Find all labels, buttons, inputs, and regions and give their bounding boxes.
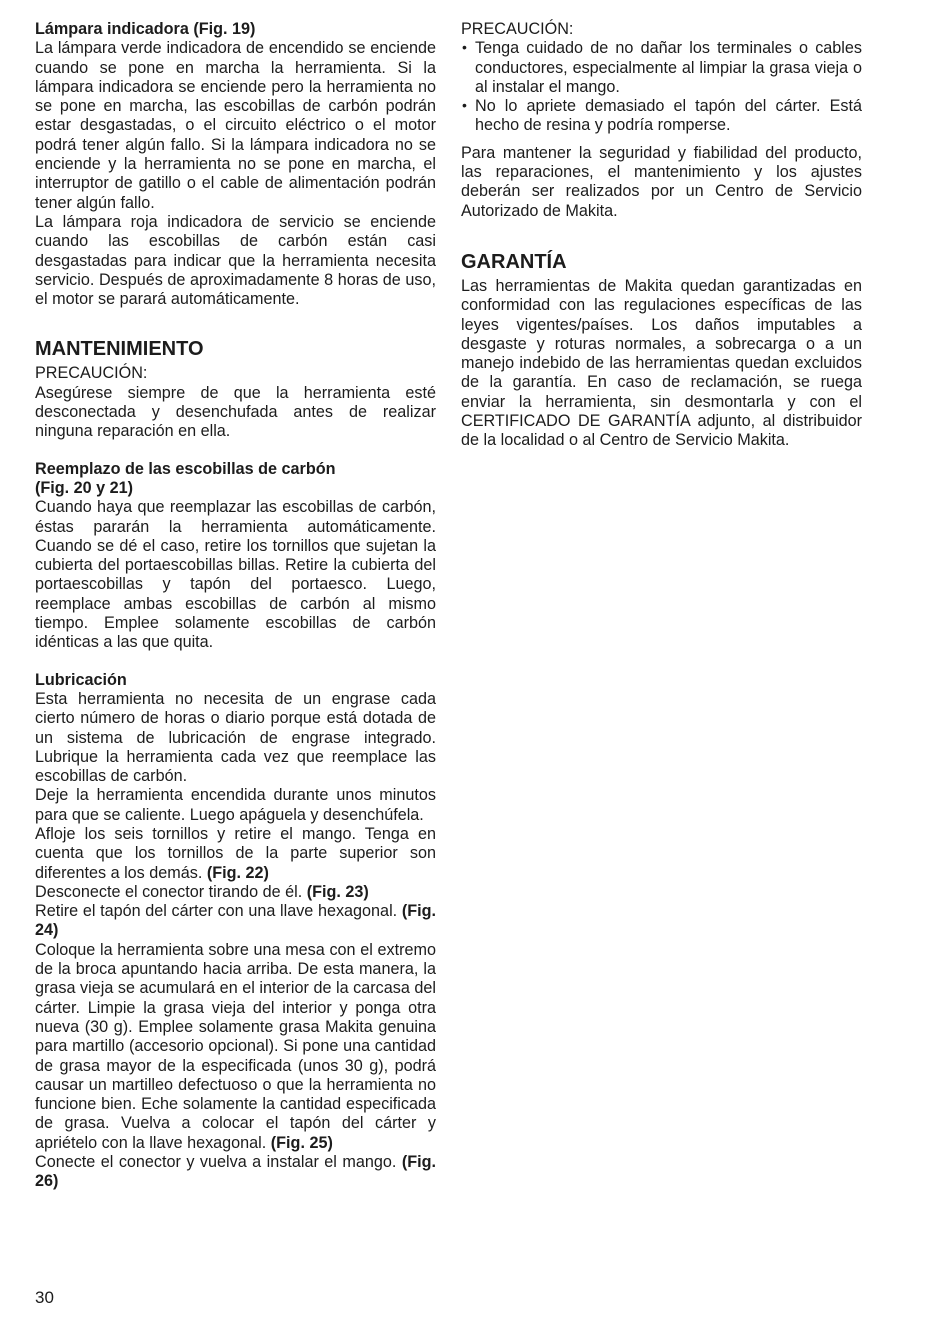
page-number: 30 bbox=[35, 1288, 54, 1307]
lubricacion-paragraph-2: Deje la herramienta encendida durante unos minutos para que se caliente. Luego apáguela y desenchúfela. bbox=[35, 786, 436, 824]
precaucion-bullet-list bbox=[461, 39, 862, 135]
lubricacion-paragraph-6-text: Coloque la herramienta sobre una mesa con el extremo de la broca apuntando hacia arriba. De esta manera, la grasa vieja se acumulará en el interior de la carcasa del cárter. Limpie la grasa vieja del interior y ponga otra nueva (30 g). Emplee solamente grasa Makita genuina para martillo (accesorio opcional). Si pone una cantidad de grasa mayor de la especificada (unos 30 g), podrá causar un martilleo defectuoso o que la herramienta no funcione bien. Eche solamente la cantidad especificada de grasa. Vuelva a colocar el tapón del cárter y apriételo con la llave hexagonal. bbox=[35, 940, 436, 1152]
lubricacion-paragraph-1: Esta herramienta no necesita de un engrase cada cierto número de horas o diario porque está dotada de un sistema de lubricación de engrase integrado. Lubrique la herramienta cada vez que reemplace las escobillas de carbón. bbox=[35, 689, 436, 786]
bullet-item: • Tenga cuidado de no dañar los terminales o cables conductores, especialmente al limpiar la grasa vieja o al instalar el mango. bbox=[461, 39, 862, 97]
lubricacion-paragraph-3 bbox=[35, 825, 436, 883]
lubricacion-paragraph-4 bbox=[35, 883, 436, 902]
lubricacion-heading: Lubricación bbox=[35, 670, 127, 689]
right-column bbox=[461, 20, 862, 451]
lampara-heading: Lámpara indicadora (Fig. 19) bbox=[35, 20, 256, 38]
precaucion-text: Asegúrese siempre de que la herramienta esté desconectada y desenchufada antes de realizar ninguna reparación en ella. bbox=[35, 383, 436, 441]
lubricacion-paragraph-7 bbox=[35, 1153, 436, 1192]
lampara-paragraph-2: La lámpara roja indicadora de servicio se enciende cuando las escobillas de carbón están casi desgastadas para indicar que la herramienta necesita servicio. Después de aproximadamente 8 horas de uso, el motor se parará automáticamente. bbox=[35, 212, 436, 309]
escobillas-heading-line-1: Reemplazo de las escobillas de carbón bbox=[35, 459, 336, 478]
lampara-paragraph-1: La lámpara verde indicadora de encendido se enciende cuando se pone en marcha la herramienta. Si la lámpara indicadora se enciende pero la herramienta no se pone en marcha, las escobillas de carbón podrán estar desgastadas, o el circuito eléctrico o el motor podrá tener algún fallo. Si la lámpara indicadora no se enciende y la herramienta no se pone en marcha, el interruptor de gatillo o el cable de alimentación podrán tener algún fallo. bbox=[35, 39, 436, 212]
lubricacion-paragraph-5 bbox=[35, 902, 436, 941]
fig-25-reference: (Fig. 25) bbox=[270, 1133, 333, 1152]
lubricacion-paragraph-7-text: Conecte el conector y vuelva a instalar el mango. bbox=[35, 1153, 397, 1172]
lubricacion-paragraph-3-text: Afloje los seis tornillos y retire el mango. Tenga en cuenta que los tornillos de la parte superior son diferentes a los demás. bbox=[35, 824, 436, 882]
left-column bbox=[35, 20, 436, 1192]
escobillas-text: Cuando haya que reemplazar las escobillas de carbón, éstas pararán la herramienta automáticamente. Cuando se dé el caso, retire los tornillos que sujetan la cubierta del portaescobillas billas. Retire la cubierta del portaescobillas y tapón del portaesco. Luego, reemplace ambas escobillas de carbón al mismo tiempo. Emplee solamente escobillas de carbón idénticas a las que quita. bbox=[35, 498, 436, 652]
seguridad-text: Para mantener la seguridad y fiabilidad del producto, las reparaciones, el mantenimiento y los ajustes deberán ser realizados por un Centro de Servicio Autorizado de Makita. bbox=[461, 143, 862, 220]
fig-22-reference: (Fig. 22) bbox=[206, 863, 269, 882]
lubricacion-paragraph-6 bbox=[35, 941, 436, 1153]
escobillas-heading-line-2: (Fig. 20 y 21) bbox=[35, 478, 134, 497]
garantia-text: Las herramientas de Makita quedan garantizadas en conformidad con las regulaciones específicas de las leyes vigentes/países. Los daños imputables a desgaste y roturas normales, a sobrecarga o a un manejo indebido de las herramientas quedan excluidos de la garantía. En caso de reclamación, se ruega enviar la herramienta, sin desmontarla y con el CERTIFICADO DE GARANTÍA adjunto, al distribuidor de la localidad o al Centro de Servicio Makita. bbox=[461, 276, 862, 450]
fig-26-reference: (Fig. 26) bbox=[35, 1153, 436, 1191]
lubricacion-paragraph-4-text: Desconecte el conector tirando de él. bbox=[35, 882, 303, 901]
lubricacion-paragraph-5-text: Retire el tapón del cárter con una llave hexagonal. bbox=[35, 902, 398, 921]
fig-23-reference: (Fig. 23) bbox=[306, 882, 369, 901]
fig-24-reference: (Fig. 24) bbox=[35, 902, 437, 940]
precaucion-label-right: PRECAUCIÓN: bbox=[461, 20, 574, 38]
bullet-item: • No lo apriete demasiado el tapón del cárter. Está hecho de resina y podría romperse. bbox=[461, 97, 862, 136]
precaucion-label: PRECAUCIÓN: bbox=[35, 364, 148, 383]
garantia-heading: GARANTÍA bbox=[461, 250, 567, 273]
mantenimiento-heading: MANTENIMIENTO bbox=[35, 338, 204, 361]
